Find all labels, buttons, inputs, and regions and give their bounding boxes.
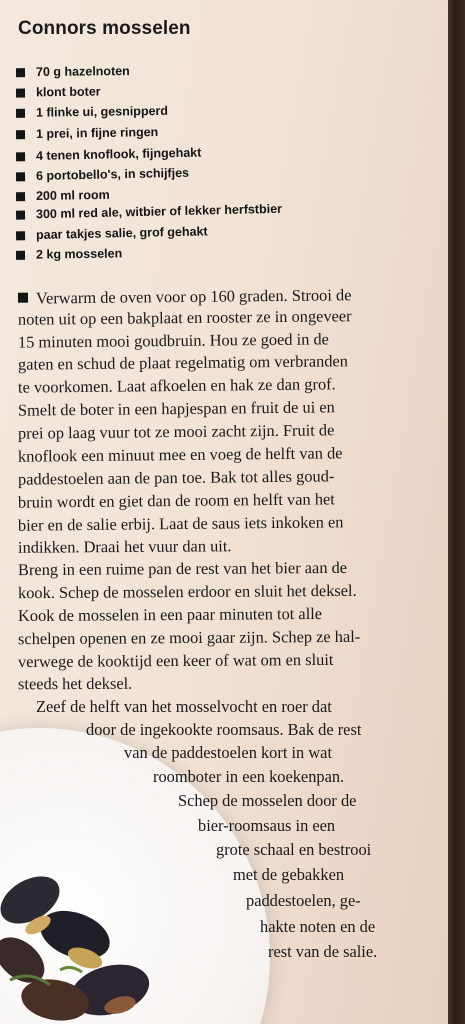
instruction-line: schelpen openen en ze mooi gaar zijn. Schep ze hal- [17,626,361,649]
bullet-icon [16,68,25,77]
ingredient-item: 200 ml room [16,183,436,204]
instruction-line: door de ingekookte roomsaus. Bak de rest [86,720,362,739]
bullet-icon [16,231,25,240]
ingredient-item: 1 flinke ui, gesnipperd [16,100,436,120]
instruction-line: Breng in een ruime pan de rest van het bier aan de [17,557,348,580]
instruction-line: grote schaal en bestrooi [216,840,372,859]
recipe-title: Connors mosselen [18,18,191,39]
instruction-line: Zeef de helft van het mosselvocht en roer dat [36,697,332,716]
bullet-icon [16,251,25,260]
page-edge [448,0,465,1024]
instruction-line: Kook de mosselen in een paar minuten tot alle [17,603,323,626]
bullet-icon [16,211,25,220]
ingredient-item: 6 portobello's, in schijfjes [16,161,436,184]
instruction-line: knoflook een minuut mee en voeg de helft van de [17,443,343,466]
bullet-icon [16,172,25,181]
bullet-icon [16,88,25,97]
ingredient-item: 300 ml red ale, witbier of lekker herfstbier [16,198,436,222]
instruction-line: steeds het deksel. [17,673,133,694]
instruction-line: kook. Schep de mosselen erdoor en sluit het deksel. [17,580,357,603]
mussels-image [0,840,170,1024]
instruction-line: bier-roomsaus in een [198,816,336,835]
bullet-icon [16,192,25,201]
instruction-line: paddestoelen aan de pan toe. Bak tot alles goud- [17,466,335,489]
instruction-line: Smelt de boter in een hapjespan en fruit de ui en [17,397,335,420]
instruction-line: met de gebakken [233,865,345,884]
instruction-line: noten uit op een bakplaat en rooster ze in ongeveer [17,306,352,329]
instruction-line: 15 minuten mooi goudbruin. Hou ze goed in de [17,329,330,352]
ingredient-item: paar takjes salie, grof gehakt [16,220,436,243]
ingredient-item: 4 tenen knoflook, fijngehakt [16,141,436,164]
instruction-line: bier en de salie erbij. Laat de saus iets inkoken en [17,512,344,535]
instruction-line: van de paddestoelen kort in wat [124,743,333,762]
instruction-line: bruin wordt en giet dan de room en helft van het [17,489,335,512]
instruction-line: prei op laag vuur tot ze mooi zacht zijn. Fruit de [17,420,335,443]
instruction-line: roomboter in een koekenpan. [153,767,345,786]
ingredient-item: 1 prei, in fijne ringen [16,121,436,142]
bullet-icon [16,109,25,118]
instruction-line: Schep de mosselen door de [178,791,357,810]
instruction-line: paddestoelen, ge- [246,891,361,910]
instruction-line: indikken. Draai het vuur dan uit. [17,536,232,557]
instruction-line: rest van de salie. [268,942,378,961]
ingredient-item: klont boter [16,80,436,99]
instruction-line: gaten en schud de plaat regelmatig om verbranden [17,351,349,374]
bullet-icon [16,130,25,139]
instruction-line: hakte noten en de [260,917,376,936]
bullet-icon [16,152,25,161]
instruction-line: Verwarm de oven voor op 160 graden. Strooi de [18,285,352,308]
instruction-line: te voorkomen. Laat afkoelen en hak ze dan grof. [17,374,336,397]
ingredient-item: 70 g hazelnoten [16,61,436,79]
instruction-line: verwege de kooktijd een keer of wat om en sluit [17,649,334,672]
ingredient-item: 2 kg mosselen [16,242,436,262]
bullet-icon [18,293,28,303]
